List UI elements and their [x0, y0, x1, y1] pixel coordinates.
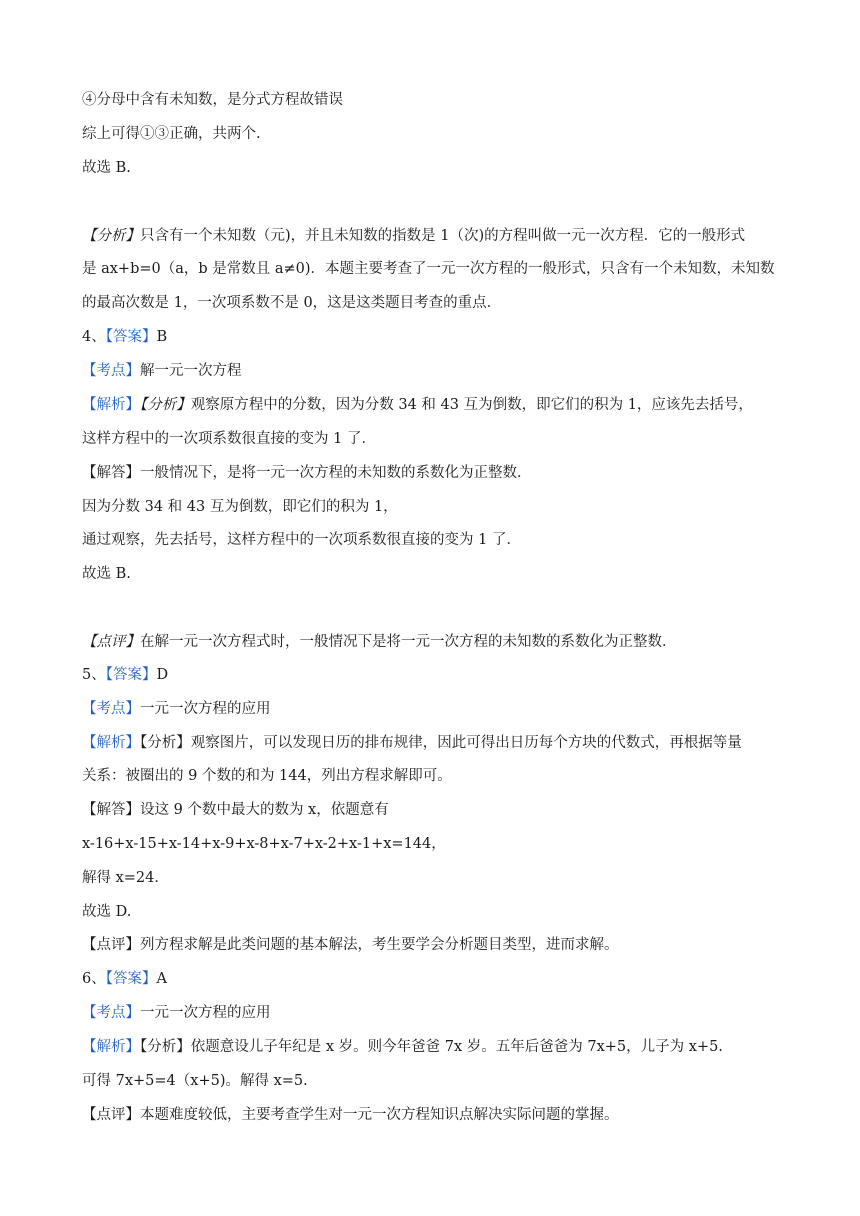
q6-jiexi-text: 【分析】依题意设儿子年纪是 x 岁。则今年爸爸 7x 岁。五年后爸爸为 7x+5，儿子为 x+5. [140, 1039, 723, 1055]
q4-jieda: 【解答】一般情况下，是将一元一次方程的未知数的系数化为正整数． [82, 465, 532, 481]
q5-jiexi-2: 关系：被圈出的 9 个数的和为 144，列出方程求解即可。 [82, 768, 452, 784]
answer-tag: 【答案】 [105, 971, 157, 987]
q6-number: 6、 [82, 971, 106, 987]
answer-tag: 【答案】 [105, 667, 157, 683]
q5-jieda: 【解答】设这 9 个数中最大的数为 x，依题意有 [82, 802, 389, 818]
line-1: ④分母中含有未知数，是分式方程故错误 [82, 92, 343, 108]
kaodian-tag: 【考点】 [82, 1005, 140, 1021]
q5-select: 故选 D. [82, 904, 132, 920]
line-2: 综上可得①③正确，共两个. [82, 126, 261, 142]
q4-line-2: 因为分数 34 和 43 互为倒数，即它们的积为 1， [82, 499, 398, 515]
q4-kaodian [82, 361, 242, 381]
q4-jiexi-2: 这样方程中的一次项系数很直接的变为 1 了． [82, 431, 376, 447]
dianping-tag: 【点评】 [82, 634, 140, 650]
jiexi-tag: 【解析】 [82, 397, 140, 413]
q4-dianping [82, 632, 677, 652]
q6-answer-value: A [156, 971, 167, 987]
analysis-text: 只含有一个未知数（元)，并且未知数的指数是 1（次)的方程叫做一元一次方程．它的一般形式 [140, 228, 746, 244]
q5-dianping: 【点评】列方程求解是此类问题的基本解法，考生要学会分析题目类型，进而求解。 [82, 937, 619, 953]
q5-solution: 解得 x=24． [82, 870, 169, 886]
q5-kaodian-text: 一元一次方程的应用 [140, 701, 271, 717]
line-3: 故选 B. [82, 160, 131, 176]
analysis-line-2: 是 ax+b=0（a，b 是常数且 a≠0)．本题主要考查了一元一次方程的一般形式，只含有一个未知数，未知数 [82, 261, 775, 277]
q5-answer-value: D [156, 667, 169, 683]
kaodian-tag: 【考点】 [82, 363, 140, 379]
q4-line-4: 故选 B. [82, 566, 131, 582]
q6-jiexi [82, 1037, 723, 1057]
q4-line-3: 通过观察，先去括号，这样方程中的一次项系数很直接的变为 1 了． [82, 532, 521, 548]
q4-number: 4、 [82, 329, 106, 345]
q5-kaodian [82, 699, 271, 719]
q4-kaodian-text: 解一元一次方程 [140, 363, 242, 379]
q4-jiexi [82, 395, 753, 415]
q6-line-2: 可得 7x+5=4（x+5)。解得 x=5. [82, 1073, 308, 1089]
q5-answer [82, 665, 168, 685]
q5-jiexi-text: 【分析】观察图片，可以发现日历的排布规律，因此可得出日历每个方块的代数式，再根据等量 [140, 735, 742, 751]
analysis-line-1 [82, 226, 745, 246]
answer-tag: 【答案】 [105, 329, 157, 345]
q6-answer [82, 969, 167, 989]
q4-answer-value: B [156, 329, 168, 345]
q4-jiexi-text: 观察原方程中的分数，因为分数 34 和 43 互为倒数，即它们的积为 1，应该先去括号， [190, 397, 753, 413]
q4-dianping-text: 在解一元一次方程式时，一般情况下是将一元一次方程的未知数的系数化为正整数． [140, 634, 677, 650]
q4-answer [82, 327, 167, 347]
q5-equation: x-16+x-15+x-14+x-9+x-8+x-7+x-2+x-1+x=144， [82, 836, 446, 852]
q6-kaodian [82, 1003, 271, 1023]
q4-fenxi-tag: 【分析】 [140, 397, 191, 413]
analysis-tag: 【分析】 [82, 228, 140, 244]
q6-kaodian-text: 一元一次方程的应用 [140, 1005, 271, 1021]
analysis-line-3: 的最高次数是 1，一次项系数不是 0，这是这类题目考查的重点． [82, 295, 502, 311]
jiexi-tag: 【解析】 [82, 1039, 140, 1055]
kaodian-tag: 【考点】 [82, 701, 140, 717]
q5-number: 5、 [82, 667, 106, 683]
q5-jiexi [82, 733, 742, 753]
jiexi-tag: 【解析】 [82, 735, 140, 751]
q6-dianping: 【点评】本题难度较低，主要考查学生对一元一次方程知识点解决实际问题的掌握。 [82, 1107, 619, 1123]
